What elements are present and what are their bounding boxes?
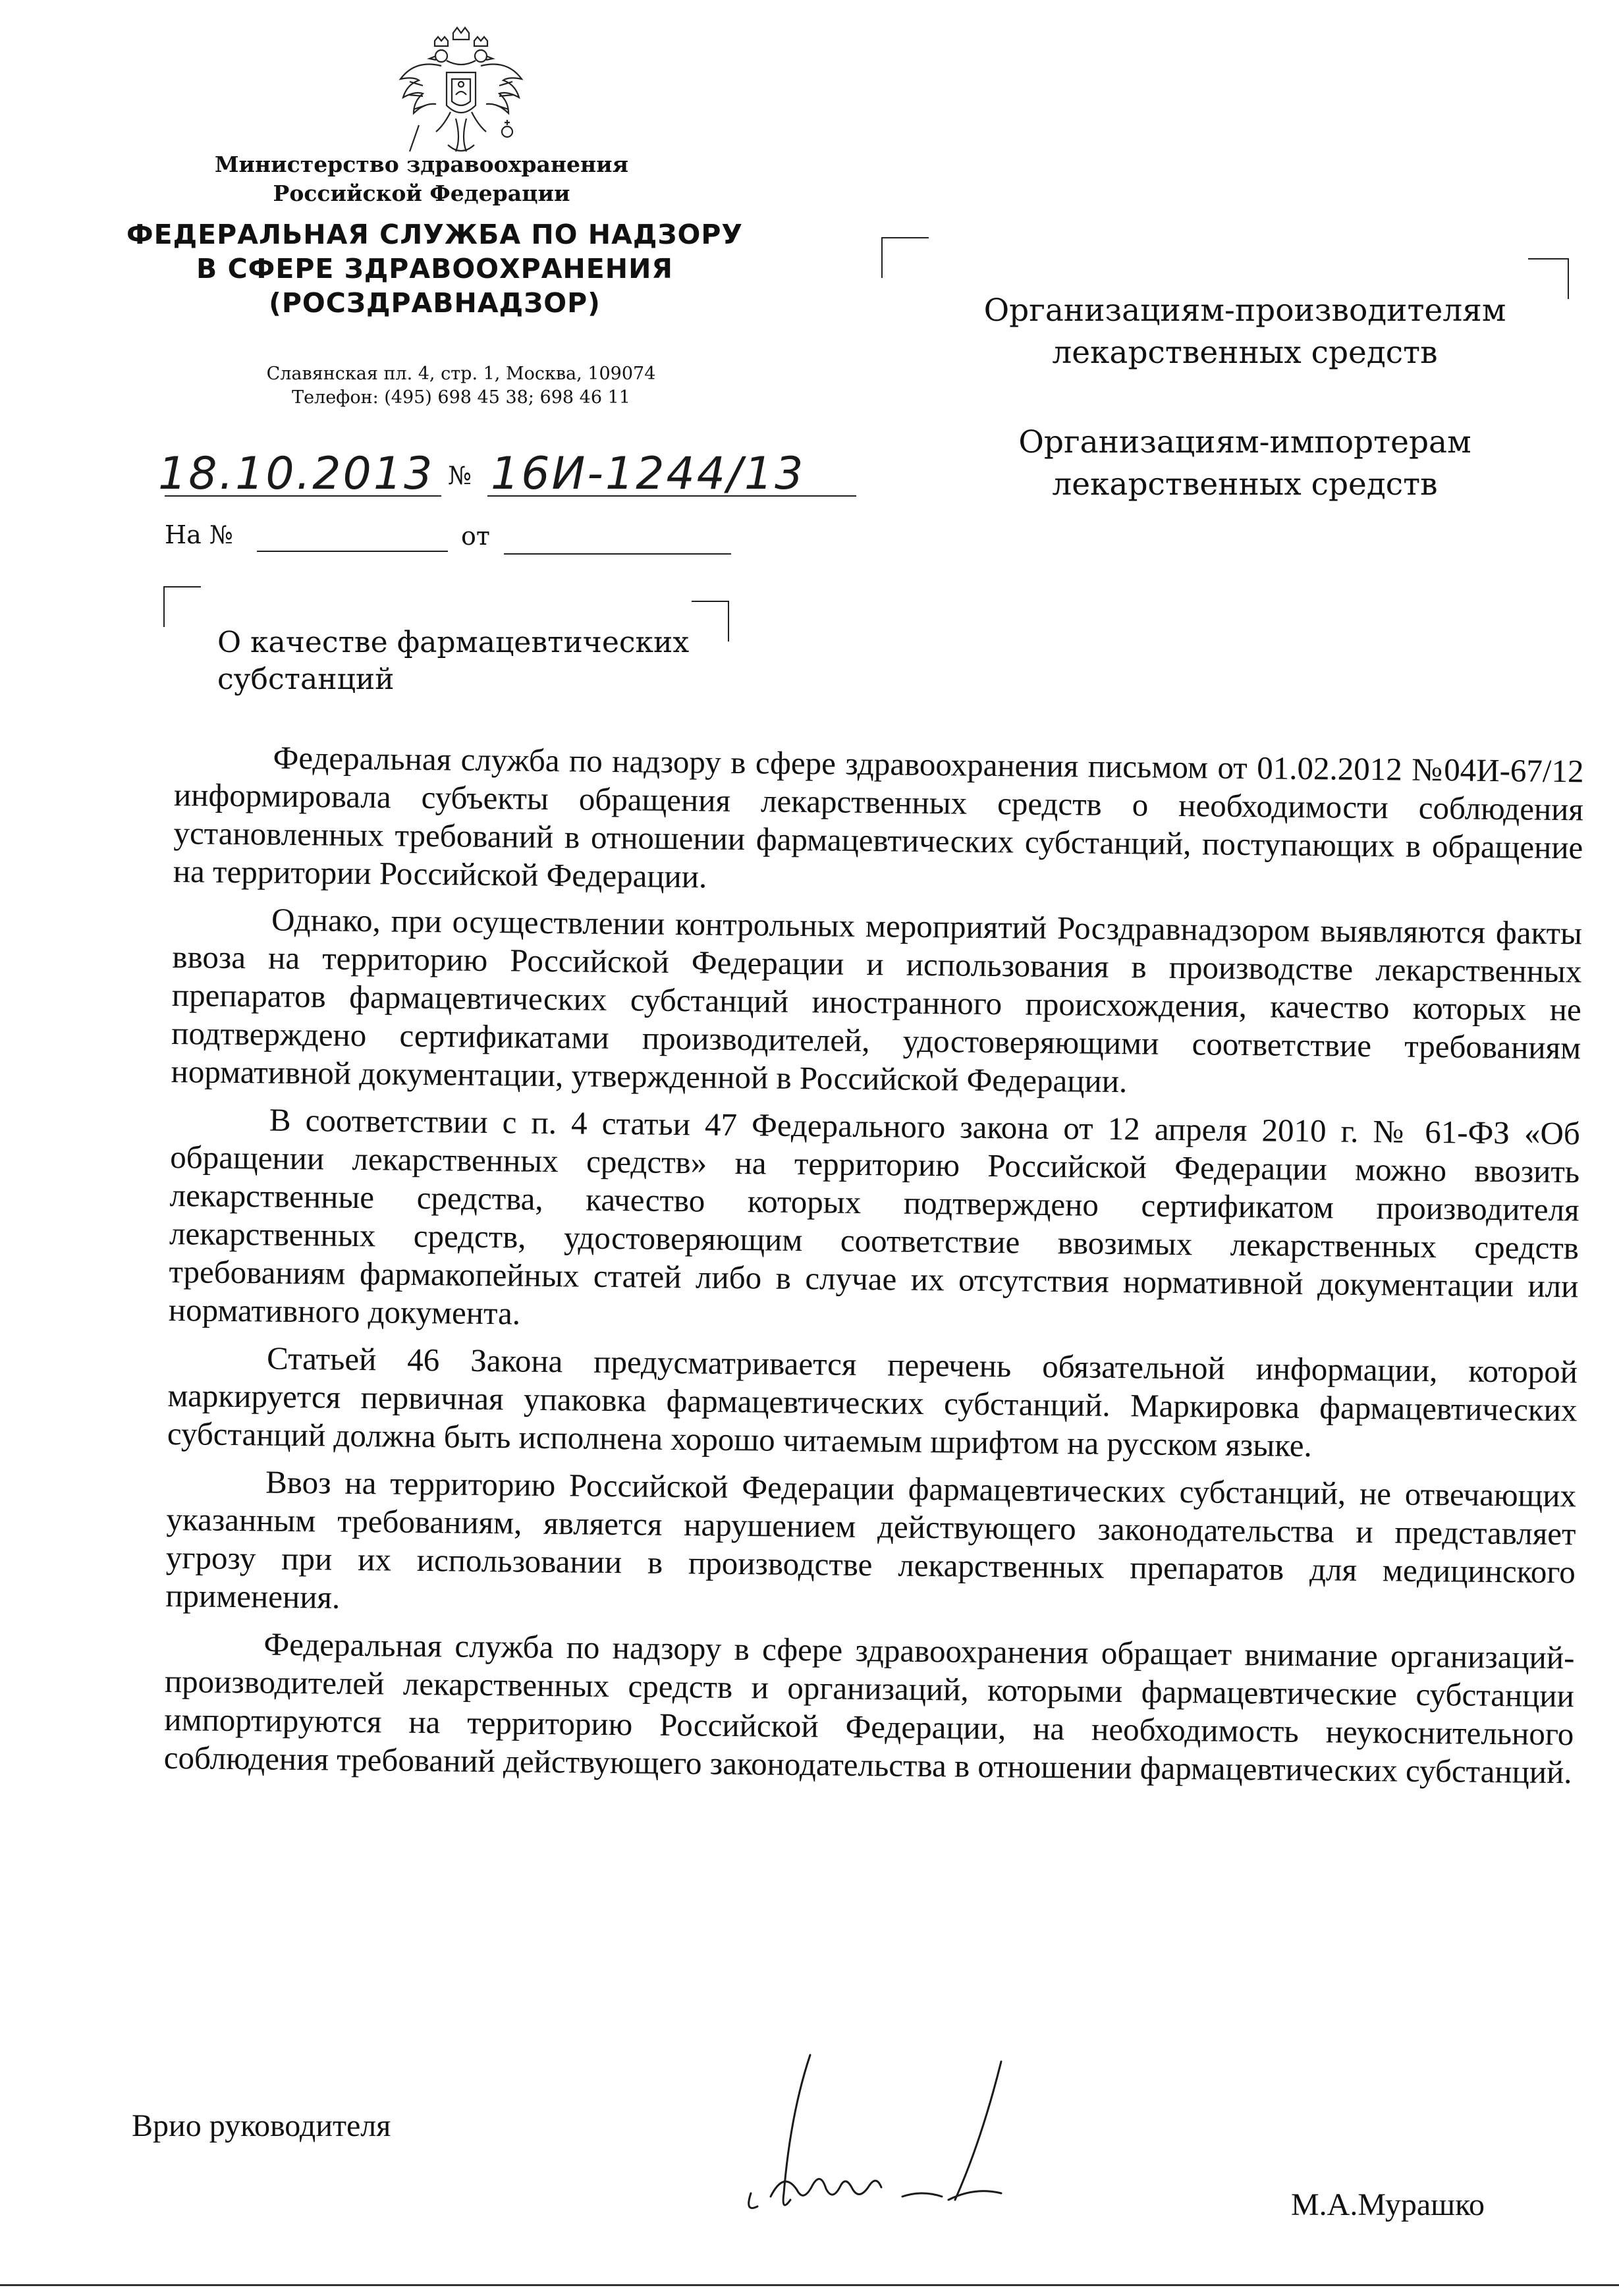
recipient-1-line-2: лекарственных средств: [1052, 335, 1438, 371]
service-line-1: ФЕДЕРАЛЬНАЯ СЛУЖБА ПО НАДЗОРУ: [126, 219, 743, 250]
subject-line-2: субстанций: [217, 663, 395, 696]
body-paragraph: Федеральная служба по надзору в сфере здравоохранения обращает внимание организаций-производителей лекарственных средств и организаций, которыми фармацевтические субстанции импортируются на территорию Российской Федерации, на необходимость неукоснительного соблюдения требований действующего законодательства в отношении фармацевтических субстанций.: [163, 1626, 1575, 1791]
service-address: [198, 362, 725, 410]
service-line-3: (РОСЗДРАВНАДЗОР): [269, 287, 601, 319]
body-paragraph: В соответствии с п. 4 статьи 47 Федерального закона от 12 апреля 2010 г. № 61-ФЗ «Об обращении лекарственных средств» на территорию Российской Федерации можно ввозить лекарственные средства, качество которых подтверждено сертификатом производителя лекарственных средств, удостоверяющим соответствие ввозимых лекарственных средств требованиям фармакопейных статей либо в случае их отсутствия нормативной документации или нормативного документа.: [168, 1101, 1581, 1332]
signatory-name: М.А.Мурашко: [1291, 2187, 1485, 2222]
page-bottom-edge: [0, 2284, 1619, 2286]
recipient-2-line-2: лекарственных средств: [1052, 466, 1438, 503]
registration-date-underline: [165, 495, 441, 497]
address-line: Славянская пл. 4, стр. 1, Москва, 109074: [266, 364, 656, 384]
registration-number-underline: [487, 495, 856, 497]
handwritten-signature: [711, 2029, 1054, 2253]
service-name: [119, 217, 751, 320]
body-paragraph: Однако, при осуществлении контрольных мероприятий Росздравнадзором выявляются факты ввоза на территорию Российской Федерации и использования в производстве лекарственных препаратов фармацевтических субстанций иностранного происхождения, качество которых не подтверждено сертификатами производителей, удостоверяющими соответствие требованиям нормативной документации, утвержденной в Российской Федерации.: [171, 901, 1583, 1100]
reference-number-blank: [257, 551, 448, 552]
ministry-name: [158, 150, 685, 208]
ministry-line-2: Российской Федерации: [273, 180, 570, 206]
subject-corner-left: [163, 586, 201, 627]
recipient-importers: [942, 422, 1548, 506]
reference-number-label: На №: [165, 520, 233, 549]
ministry-line-1: Министерство здравоохранения: [215, 151, 628, 177]
reference-date-blank: [504, 553, 731, 555]
service-line-2: В СФЕРЕ ЗДРАВООХРАНЕНИЯ: [196, 253, 673, 285]
recipients-block: [942, 290, 1548, 553]
signatory-title: Врио руководителя: [132, 2108, 391, 2143]
phone-line: Телефон: (495) 698 45 38; 698 46 11: [292, 387, 630, 408]
registration-number-label: №: [448, 461, 472, 490]
registration-date: 18.10.2013: [158, 448, 435, 500]
body-paragraph: Федеральная служба по надзору в сфере здравоохранения письмом от 01.02.2012 №04И-67/12 информировала субъекты обращения лекарственных средств о необходимости соблюдения установленных требований в отношении фармацевтических субстанций, поступающих в обращение на территории Российской Федерации.: [173, 739, 1584, 895]
letter-subject: [217, 624, 718, 698]
body-paragraph: Ввоз на территорию Российской Федерации фармацевтических субстанций, не отвечающих указанным требованиям, является нарушением действующего законодательства и представляет угрозу при их использовании в производстве лекарственных препаратов для медицинского применения.: [165, 1463, 1577, 1616]
recipient-manufacturers: [942, 290, 1548, 374]
subject-line-1: О качестве фармацевтических: [217, 626, 690, 659]
coat-of-arms-icon: [395, 26, 527, 168]
recipient-2-line-1: Организациям-импортерам: [1018, 424, 1471, 460]
body-paragraph: Статьей 46 Закона предусматривается перечень обязательной информации, которой маркируется первичная упаковка фармацевтических субстанций. Маркировка фармацевтических субстанций должна быть исполнена хорошо читаемым шрифтом на русском языке.: [167, 1340, 1578, 1464]
reference-date-label: от: [461, 522, 490, 551]
recipient-1-line-1: Организациям-производителям: [983, 292, 1506, 329]
registration-number: 16И-1244/13: [491, 448, 806, 500]
recipient-corner-left: [881, 237, 929, 278]
letter-body: [163, 738, 1584, 1801]
